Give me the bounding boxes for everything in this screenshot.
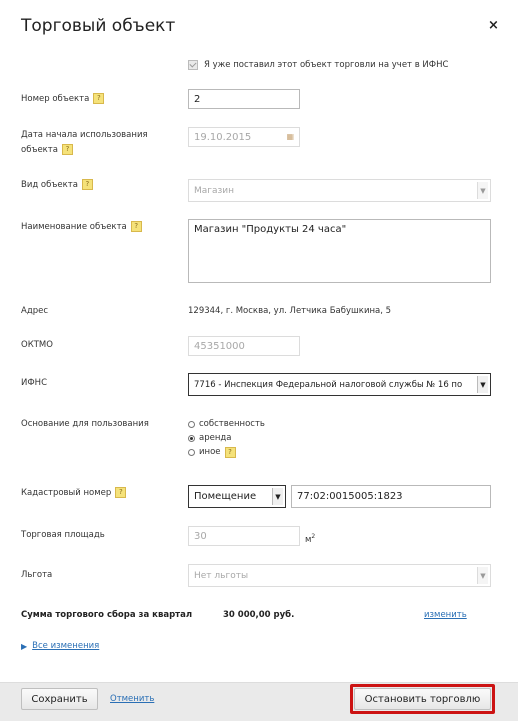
radio-button[interactable] <box>188 449 195 456</box>
radio-option-lease[interactable] <box>188 431 265 445</box>
chevron-down-icon[interactable]: ▼ <box>477 376 488 393</box>
ifns-value: 7716 - Инспекция Федеральной налоговой службы № 16 по <box>194 379 463 390</box>
benefit-select[interactable] <box>188 564 491 587</box>
help-icon[interactable]: ? <box>131 221 142 232</box>
cadastral-number-input[interactable] <box>291 485 491 508</box>
start-date-label-line2: объекта <box>21 145 58 155</box>
benefit-label: Льгота <box>21 570 53 580</box>
object-type-select[interactable] <box>188 179 491 202</box>
start-date-label-row <box>21 128 148 158</box>
fee-value: 30 000,00 руб. <box>223 610 295 620</box>
object-name-label: Наименование объекта <box>21 222 127 232</box>
object-name-label-row <box>21 220 142 235</box>
save-button[interactable]: Сохранить <box>21 688 98 710</box>
chevron-down-icon[interactable]: ▼ <box>477 182 488 199</box>
chevron-down-icon[interactable]: ▼ <box>477 567 488 584</box>
object-name-textarea[interactable] <box>188 219 491 283</box>
oktmo-input[interactable] <box>188 336 300 356</box>
area-value: 30 <box>194 530 207 542</box>
cadastral-type-value: Помещение <box>194 491 257 502</box>
start-date-value: 19.10.2015 <box>194 131 252 143</box>
start-date-label-line1: Дата начала использования <box>21 130 148 140</box>
help-icon[interactable]: ? <box>62 144 73 155</box>
registered-checkbox-label: Я уже поставил этот объект торговли на учет в ИФНС <box>204 60 449 70</box>
radio-button[interactable] <box>188 435 195 442</box>
object-type-value: Магазин <box>194 185 235 196</box>
basis-radio-group <box>188 417 265 459</box>
oktmo-label: ОКТМО <box>21 340 53 350</box>
oktmo-value: 45351000 <box>194 340 245 352</box>
dialog-title: Торговый объект <box>21 16 176 36</box>
cadastral-label-row <box>21 486 126 501</box>
cadastral-label: Кадастровый номер <box>21 488 112 498</box>
cadastral-type-select[interactable] <box>188 485 286 508</box>
radio-option-label: аренда <box>199 433 232 443</box>
registered-checkbox[interactable] <box>188 60 198 70</box>
start-date-input[interactable] <box>188 127 300 147</box>
area-unit-exp: 2 <box>311 533 316 540</box>
address-value: 129344, г. Москва, ул. Летчика Бабушкина, 5 <box>188 306 392 316</box>
all-changes-row[interactable] <box>21 641 99 651</box>
object-number-input[interactable] <box>188 89 300 109</box>
all-changes-link[interactable]: Все изменения <box>32 641 100 651</box>
ifns-label: ИФНС <box>21 378 48 388</box>
radio-button[interactable] <box>188 421 195 428</box>
radio-option-label: иное <box>199 447 221 457</box>
object-number-label: Номер объекта <box>21 94 90 104</box>
help-icon[interactable]: ? <box>115 487 126 498</box>
ifns-select[interactable] <box>188 373 491 396</box>
area-label: Торговая площадь <box>21 530 105 540</box>
change-fee-link[interactable]: изменить <box>424 610 467 620</box>
registered-checkbox-row[interactable] <box>188 60 448 70</box>
area-unit <box>305 529 315 548</box>
object-name-value: Магазин "Продукты 24 часа" <box>194 224 347 235</box>
help-icon[interactable]: ? <box>93 93 104 104</box>
help-icon[interactable]: ? <box>225 447 236 458</box>
area-unit-base: м <box>305 534 312 545</box>
stop-trading-button[interactable]: Остановить торговлю <box>354 688 491 710</box>
cadastral-number-value: 77:02:0015005:1823 <box>297 491 403 502</box>
radio-option-label: собственность <box>199 419 265 429</box>
cancel-link[interactable]: Отменить <box>110 694 155 704</box>
radio-option-other[interactable] <box>188 445 265 459</box>
help-icon[interactable]: ? <box>82 179 93 190</box>
chevron-down-icon[interactable]: ▼ <box>272 488 283 505</box>
object-type-label-row <box>21 178 93 193</box>
fee-label: Сумма торгового сбора за квартал <box>21 610 193 620</box>
address-label: Адрес <box>21 306 48 316</box>
object-number-value: 2 <box>194 93 201 105</box>
triangle-right-icon[interactable]: ▶ <box>21 641 28 651</box>
basis-label: Основание для пользования <box>21 419 149 429</box>
calendar-icon[interactable]: ▦ <box>286 132 294 141</box>
object-type-label: Вид объекта <box>21 180 78 190</box>
object-number-label-row <box>21 92 104 107</box>
radio-option-ownership[interactable] <box>188 417 265 431</box>
benefit-value: Нет льготы <box>194 570 249 581</box>
close-icon[interactable]: × <box>488 18 499 33</box>
area-input[interactable] <box>188 526 300 546</box>
